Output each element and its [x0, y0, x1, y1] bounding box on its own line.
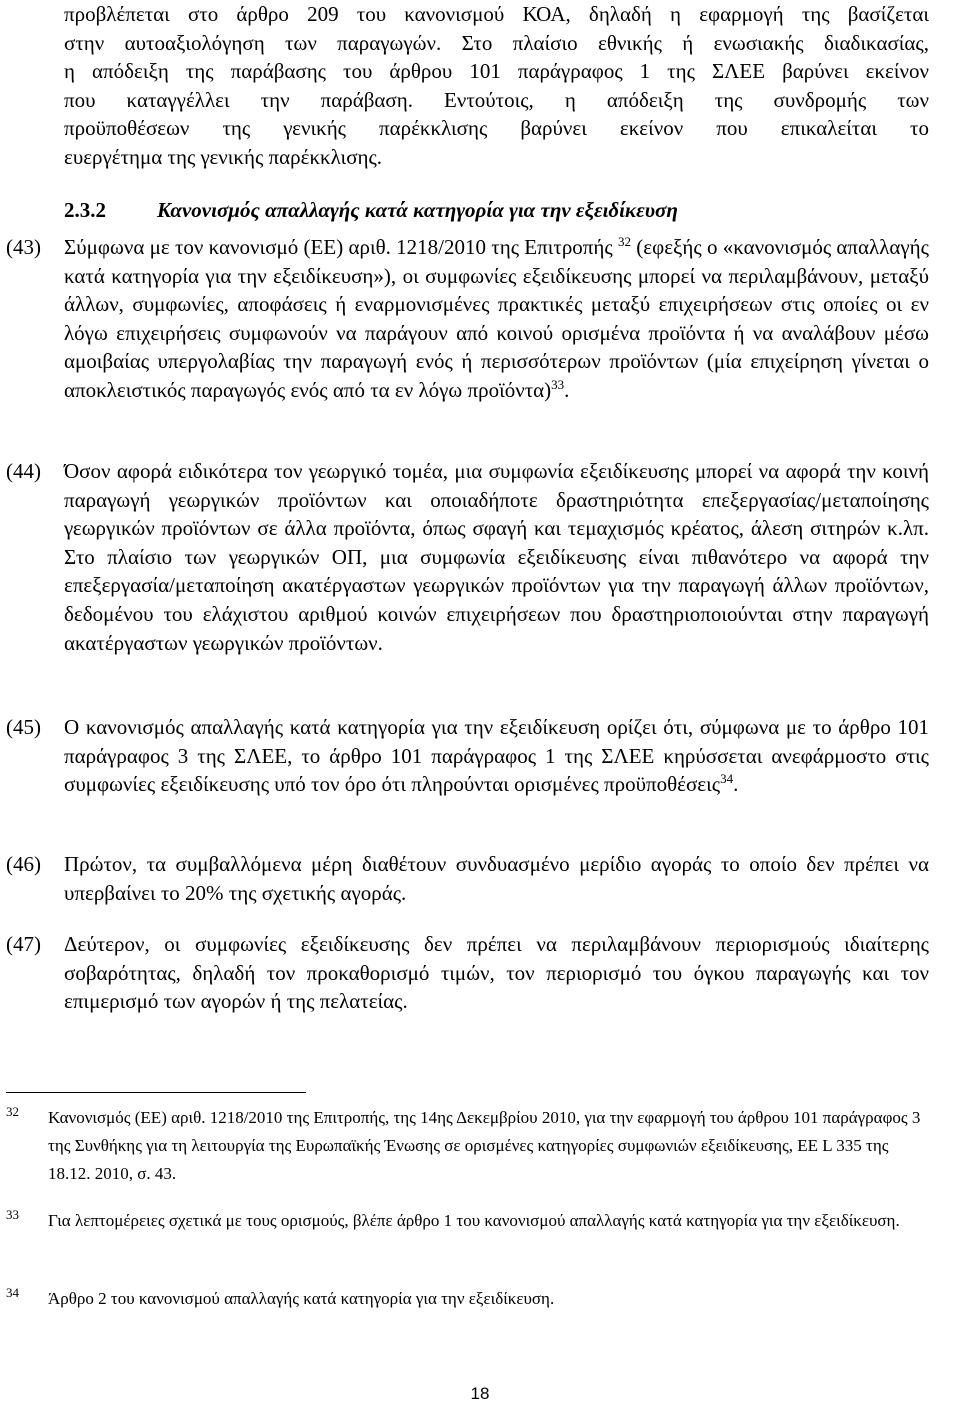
footnote-text: Άρθρο 2 του κανονισμού απαλλαγής κατά κατηγορία για την εξειδίκευση.	[48, 1289, 555, 1308]
paragraph-text: Πρώτον, τα συμβαλλόμενα μέρη διαθέτουν συνδυασμένο μερίδιο αγοράς το οποίο δεν πρέπει να υπερβαίνει το 20% της σχετικής αγοράς.	[64, 852, 929, 905]
section-number: 2.3.2	[64, 198, 106, 222]
section-title: Κανονισμός απαλλαγής κατά κατηγορία για την εξειδίκευση	[157, 198, 678, 222]
paragraph-text: Όσον αφορά ειδικότερα τον γεωργικό τομέα, μια συμφωνία εξειδίκευσης μπορεί να αφορά την κοινή παραγωγή γεωργικών προϊόντων και οποιαδήποτε δραστηριότητα επεξεργασίας/μεταποίησης γεωργικών προϊόντων σε άλλα προϊόντα, όπως σφαγή και τεμαχισμός κρέατος, άλεση σιτηρών κ.λπ. Στο πλαίσιο των γεωργικών ΟΠ, μια συμφωνία εξειδίκευσης είναι πιθανότερο να αφορά την επεξεργασία/μεταποίηση ακατέργαστων γεωργικών προϊόντων για την παραγωγή άλλων προϊόντων, δεδομένου του ελάχιστου αριθμού κοινών επιχειρήσεων που δραστηριοποιούνται στην παραγωγή ακατέργαστων γεωργικών προϊόντων.	[64, 459, 929, 655]
footnote-32	[6, 1104, 929, 1188]
intro-line: προϋποθέσεων της γενικής παρέκκλισης βαρύνει εκείνον που επικαλείται το	[64, 116, 929, 141]
footnote-number: 33	[6, 1207, 19, 1222]
paragraph-47	[6, 930, 929, 1016]
intro-line: που καταγγέλλει την παράβαση. Εντούτοις, η απόδειξη της συνδρομής των	[64, 87, 929, 112]
footnote-34	[6, 1285, 929, 1313]
footnote-number: 34	[6, 1285, 19, 1300]
paragraph-number: (44)	[6, 459, 41, 483]
paragraph-43	[6, 233, 929, 405]
paragraph-45	[6, 713, 929, 799]
paragraph-text: Δεύτερον, οι συμφωνίες εξειδίκευσης δεν πρέπει να περιλαμβάνουν περιορισμούς ιδιαίτερης σοβαρότητας, δηλαδή τον προκαθορισμό τιμών, τον περιορισμό του όγκου παραγωγής και τον επιμερισμό των αγορών ή της πελατείας.	[64, 932, 929, 1014]
intro-line: η απόδειξη της παράβασης του άρθρου 101 παράγραφος 1 της ΣΛΕΕ βαρύνει εκείνον	[64, 59, 929, 84]
footnote-ref[interactable]: 34	[720, 771, 734, 787]
footnote-ref[interactable]: 32	[617, 234, 631, 249]
page-number: 18	[470, 1384, 490, 1403]
footnote-text: Για λεπτομέρειες σχετικά με τους ορισμούς, βλέπε άρθρο 1 του κανονισμού απαλλαγής κατά κατηγορία για την εξειδίκευση.	[48, 1211, 900, 1230]
paragraph-46	[6, 850, 929, 907]
intro-line: στην αυτοαξιολόγηση των παραγωγών. Στο πλαίσιο εθνικής ή ενωσιακής διαδικασίας,	[64, 30, 929, 55]
intro-line: προβλέπεται στο άρθρο 209 του κανονισμού ΚΟΑ, δηλαδή η εφαρμογή της βασίζεται	[64, 2, 929, 26]
paragraph-number: (47)	[6, 932, 41, 956]
section-heading	[64, 198, 678, 223]
footnote-text: Κανονισμός (ΕΕ) αριθ. 1218/2010 της Επιτροπής, της 14ης Δεκεμβρίου 2010, για την εφαρμογή του άρθρου 101 παράγραφος 3 της Συνθήκης για τη λειτουργία της Ευρωπαϊκής Ένωσης σε ορισμένες κατηγορίες συμφωνιών εξειδίκευσης, ΕΕ L 335 της 18.12. 2010, σ. 43.	[48, 1108, 921, 1183]
footnote-ref[interactable]: 33	[551, 376, 565, 392]
footnote-number: 32	[6, 1104, 19, 1119]
footnote-separator	[6, 1092, 306, 1093]
paragraph-number: (46)	[6, 852, 41, 876]
intro-paragraph	[64, 0, 929, 172]
footnote-33	[6, 1207, 929, 1235]
paragraph-number: (43)	[6, 235, 41, 259]
paragraph-text: Σύμφωνα με τον κανονισμό (ΕΕ) αριθ. 1218/2010 της Επιτροπής $^{32}$ (εφεξής ο «κανονισμός απαλλαγής κατά κατηγορία για την εξειδίκευση»), οι συμφωνίες εξειδίκευσης μπορεί να περιλαμβάνουν, μεταξύ άλλων, συμφωνίες, αποφάσεις ή εναρμονισμένες πρακτικές μεταξύ επιχειρήσεων στις οποίες οι εν λόγω επιχειρήσεις συμφωνούν να παράγουν από κοινού ορισμένα προϊόντα ή να αναλάβουν μέσω αμοιβαίας υπεργολαβίας την παραγωγή ενός ή περισσότερων προϊόντων (μία επιχείρηση γίνεται ο αποκλειστικός παραγωγός ενός από τα εν λόγω προϊόντα)$^{33}$.	[64, 234, 929, 402]
paragraph-44	[6, 457, 929, 657]
intro-line: ευεργέτημα της γενικής παρέκκλισης.	[64, 144, 383, 169]
paragraph-number: (45)	[6, 715, 41, 739]
paragraph-text: Ο κανονισμός απαλλαγής κατά κατηγορία για την εξειδίκευση ορίζει ότι, σύμφωνα με το άρθρο 101 παράγραφος 3 της ΣΛΕΕ, το άρθρο 101 παράγραφος 1 της ΣΛΕΕ κηρύσσεται ανεφάρμοστο στις συμφωνίες εξειδίκευσης υπό τον όρο ότι πληρούνται ορισμένες προϋποθέσεις$^{34}$.	[64, 715, 929, 797]
